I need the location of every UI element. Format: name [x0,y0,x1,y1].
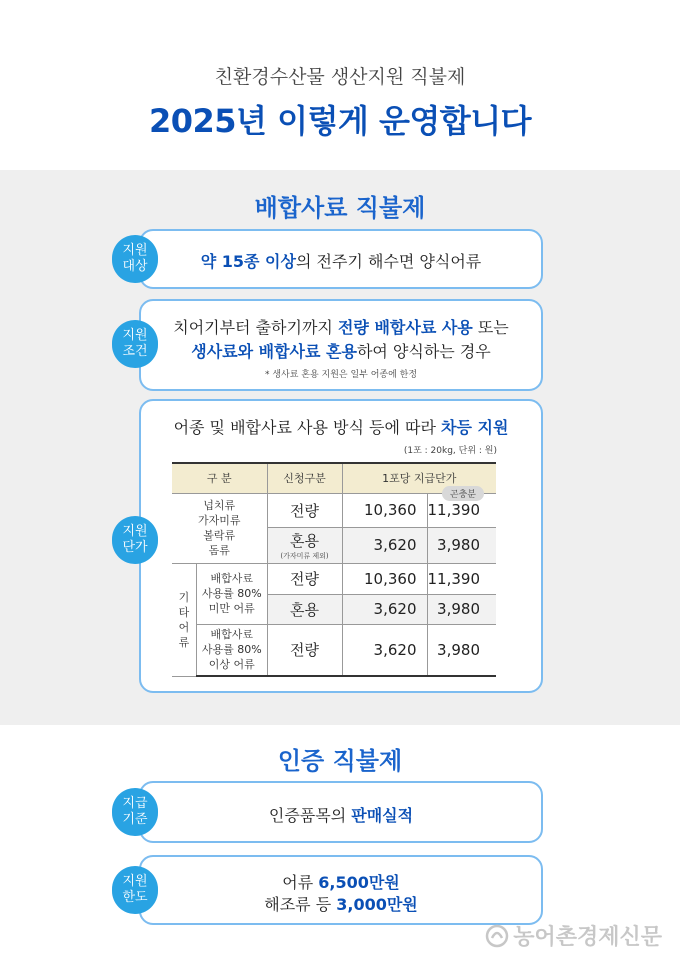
insect-price-cell: 3,980 [427,624,496,676]
insect-badge: 곤충분 [442,486,484,501]
insect-price-cell: 3,980 [427,594,496,624]
table-row [172,563,496,594]
type-cell: 혼용 (가자미류 제외) [267,527,342,563]
header [0,0,680,170]
insect-price-cell: 11,390 [427,563,496,594]
unit-price-card [139,399,543,693]
standard-pill: 지급 기준 [112,788,158,836]
price-cell: 3,620 [342,624,427,676]
table-header-row [172,463,496,493]
unit-price-pill: 지원 단가 [112,516,158,564]
type-cell: 전량 [267,493,342,527]
insect-price-cell: 3,980 [427,527,496,563]
target-pill: 지원 대상 [112,235,158,283]
condition-line1: 치어기부터 출하기까지 전량 배합사료 사용 또는 [173,318,509,337]
standard-text: 인증품목의 판매실적 [268,806,414,825]
insect-price-cell: 11,390 [427,493,496,527]
price-cell: 3,620 [342,527,427,563]
group2-sub2-label: 배합사료 사용률 80% 이상 어류 [197,624,268,676]
condition-line2: 생사료와 배합사료 혼용하여 양식하는 경우 [191,342,491,361]
table-row [172,624,496,676]
page-subtitle: 친환경수산물 생산지원 직불제 [214,66,466,88]
limit-line1: 어류 6,500만원 [282,873,400,892]
price-cell: 10,360 [342,493,427,527]
col-category: 구 분 [172,463,267,493]
condition-card [139,299,543,391]
page-title: 2025년 이렇게 운영합니다 [148,102,532,140]
group1-label: 넙치류 가자미류 볼락류 돔류 [172,493,267,563]
target-card [139,229,543,289]
limit-pill: 지원 한도 [112,866,158,914]
feed-section-title: 배합사료 직불제 [254,194,426,222]
col-type: 신청구분 [267,463,342,493]
type-cell: 전량 [267,624,342,676]
watermark: 농어촌경제신문 [485,920,662,951]
cert-section-title: 인증 직불제 [277,747,403,775]
condition-note: * 생사료 혼용 지원은 일부 어종에 한정 [264,370,418,380]
price-cell: 3,620 [342,594,427,624]
watermark-logo-icon [485,924,509,948]
group2-label: 기 타 어 류 [172,563,197,676]
condition-pill: 지원 조건 [112,320,158,368]
price-table [172,462,496,677]
type-cell: 전량 [267,563,342,594]
type-cell: 혼용 [267,594,342,624]
target-text: 약 15종 이상의 전주기 해수면 양식어류 [200,252,482,271]
limit-line2: 해조류 등 3,000만원 [264,895,418,914]
unit-price-heading: 어종 및 배합사료 사용 방식 등에 따라 차등 지원 [173,418,509,437]
col-price: 1포당 지급단가 곤충분 [342,463,496,493]
limit-card [139,855,543,925]
standard-card [139,781,543,843]
unit-note: (1포 : 20kg, 단위 : 원) [403,446,497,456]
price-cell: 10,360 [342,563,427,594]
group2-sub1-label: 배합사료 사용률 80% 미만 어류 [197,563,268,624]
